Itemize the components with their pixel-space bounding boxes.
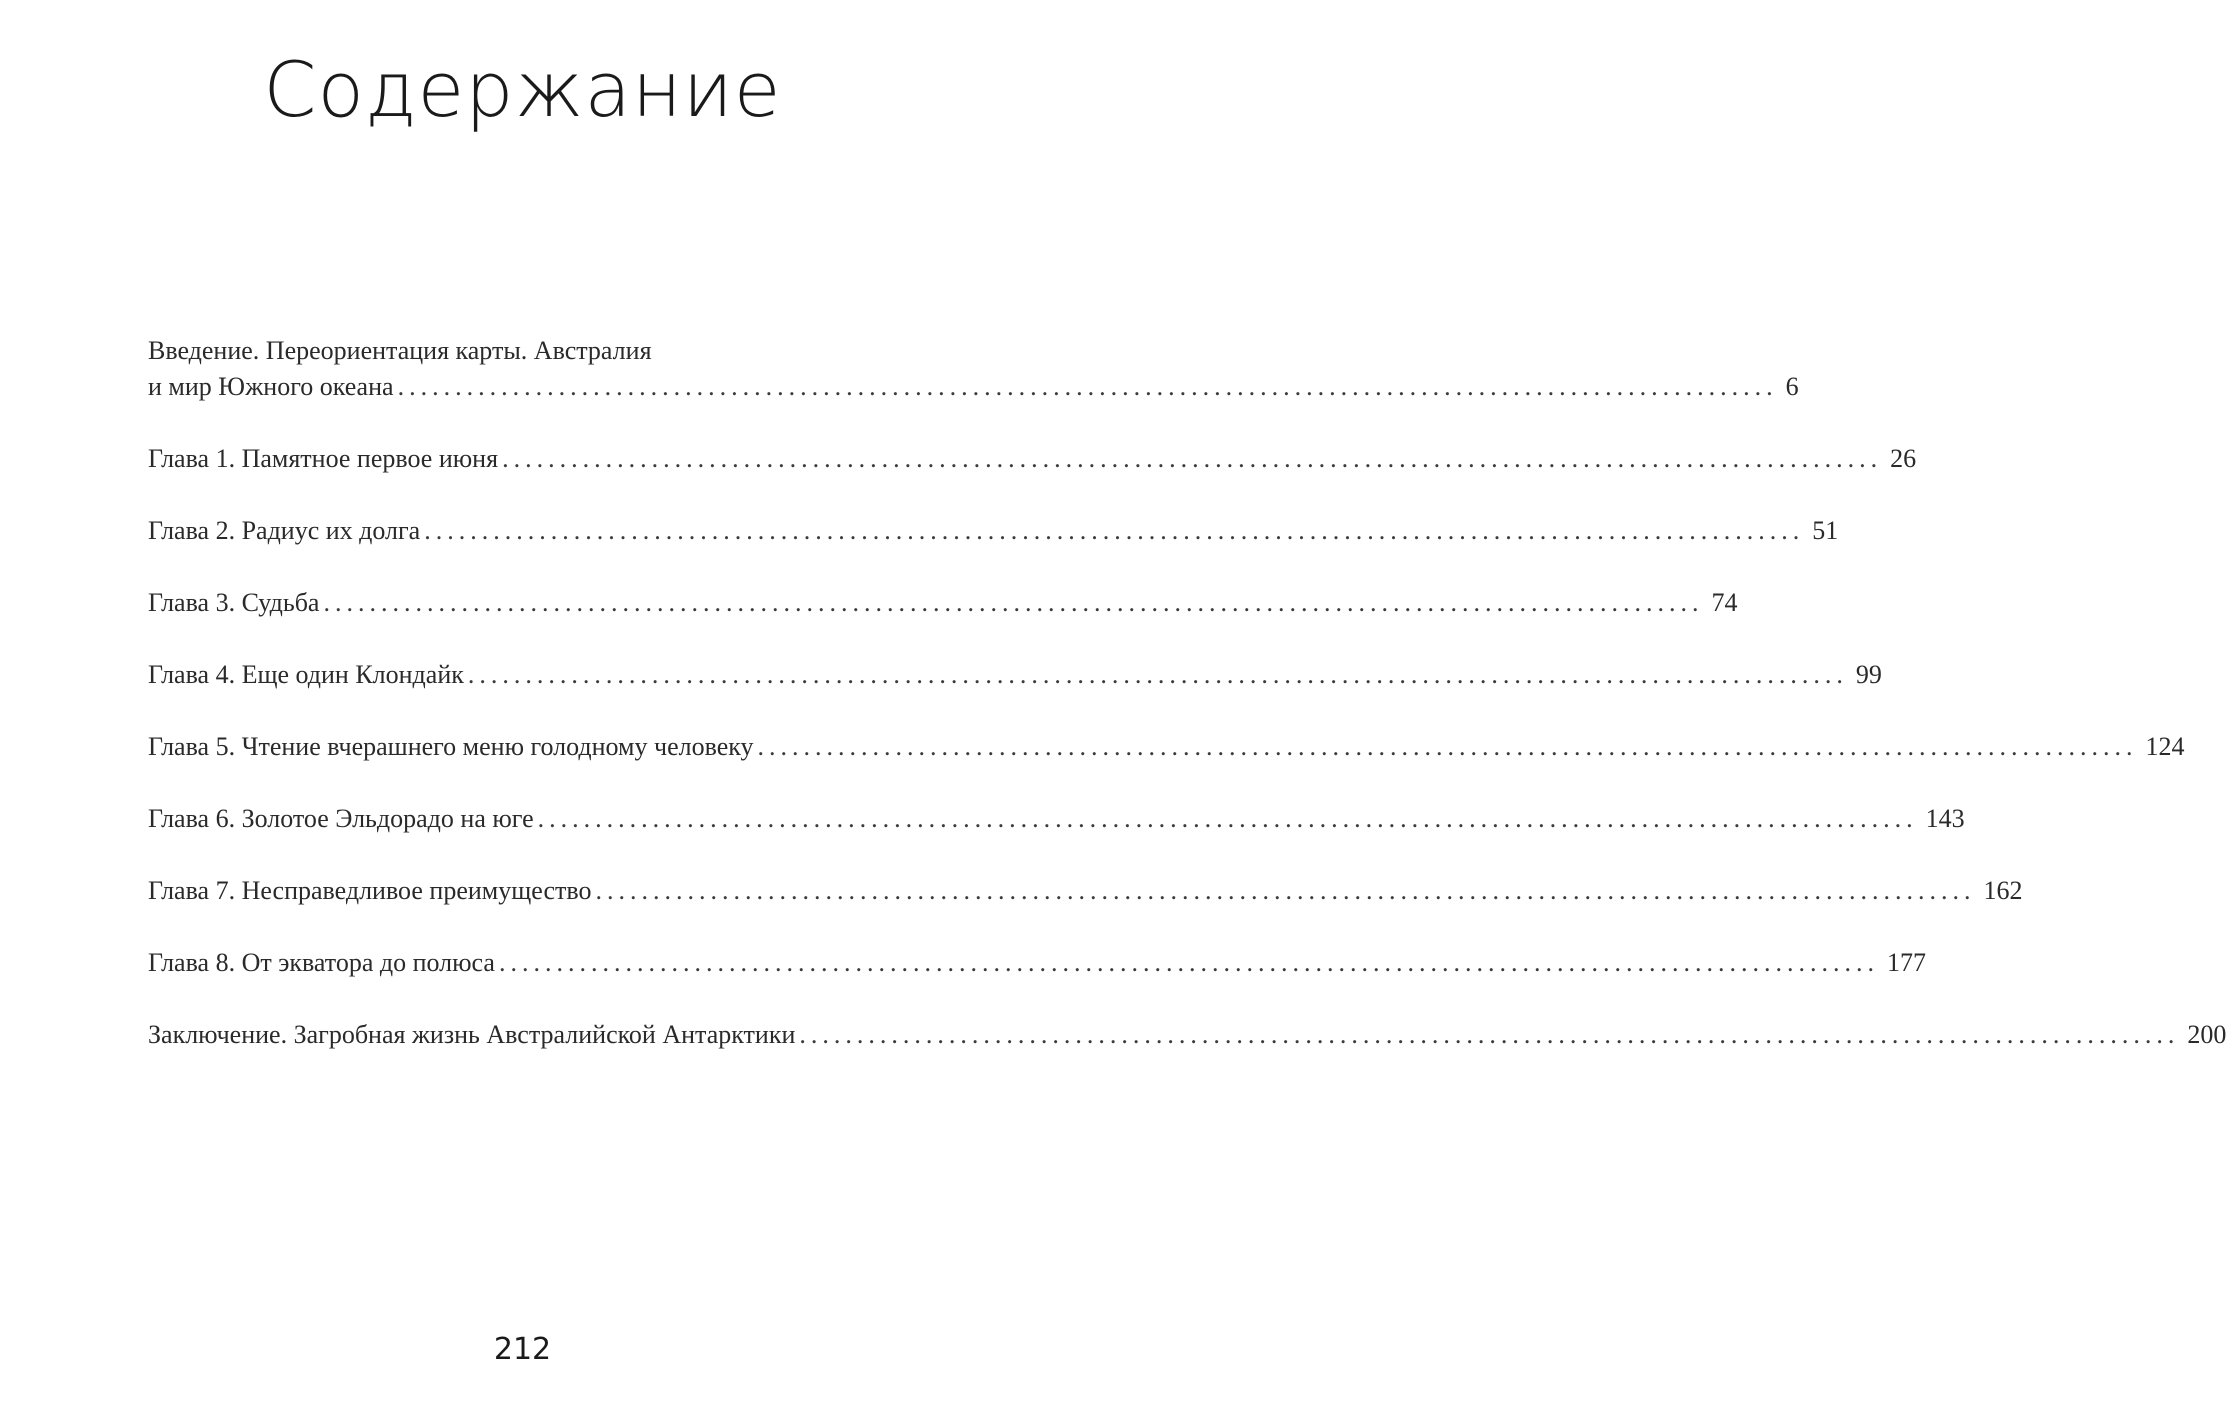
toc-entry-conclusion: [148, 1017, 2226, 1053]
toc-entry-chapter-5: [148, 729, 2185, 765]
page-number: 212: [493, 1332, 552, 1367]
page-title: Содержание: [263, 45, 782, 134]
toc-entry-chapter-4: [148, 657, 1882, 693]
table-of-contents: [148, 333, 2226, 1089]
dot-leader: ........................................................................................................................: [595, 876, 1976, 905]
toc-entry-chapter-6: [148, 801, 1965, 837]
toc-entry-title: Глава 7. Несправедливое преимущество: [148, 876, 592, 905]
toc-entry-title: Глава 4. Еще один Клондайк: [148, 660, 464, 689]
toc-entry-chapter-8: [148, 945, 1926, 981]
dot-leader: ........................................................................................................................: [757, 732, 2138, 761]
toc-entry-page: 6: [1785, 372, 1799, 401]
toc-entry-title: Глава 6. Золотое Эльдорадо на юге: [148, 804, 534, 833]
toc-entry-title: Заключение. Загробная жизнь Австралийской Антарктики: [148, 1020, 796, 1049]
toc-entry-title: Глава 2. Радиус их долга: [148, 516, 421, 545]
toc-entry-page: 143: [1925, 804, 1965, 833]
dot-leader: ........................................................................................................................: [323, 588, 1704, 617]
toc-entry-chapter-2: [148, 513, 1839, 549]
toc-entry-title: Глава 1. Памятное первое июня: [148, 444, 499, 473]
toc-entry-page: 162: [1983, 876, 2023, 905]
dot-leader: ........................................................................................................................: [424, 516, 1805, 545]
toc-entry-title-line1: Введение. Переориентация карты. Австралия: [148, 336, 652, 365]
dot-leader: ........................................................................................................................: [397, 372, 1778, 401]
toc-entry-chapter-1: [148, 441, 1917, 477]
dot-leader: ........................................................................................................................: [498, 948, 1879, 977]
toc-entry-title: Глава 5. Чтение вчерашнего меню голодному человеку: [148, 732, 754, 761]
toc-entry-page: 200: [2187, 1020, 2226, 1049]
toc-entry-title: Глава 8. От экватора до полюса: [148, 948, 495, 977]
toc-entry-title: и мир Южного океана: [148, 372, 394, 401]
toc-entry-title: Глава 3. Судьба: [148, 588, 320, 617]
toc-entry-introduction: [148, 333, 1799, 405]
toc-entry-page: 26: [1890, 444, 1917, 473]
dot-leader: ........................................................................................................................: [502, 444, 1883, 473]
dot-leader: ........................................................................................................................: [467, 660, 1848, 689]
dot-leader: ........................................................................................................................: [537, 804, 1918, 833]
dot-leader: ........................................................................................................................: [799, 1020, 2180, 1049]
toc-entry-page: 99: [1855, 660, 1882, 689]
toc-entry-page: 74: [1711, 588, 1738, 617]
toc-entry-chapter-7: [148, 873, 2023, 909]
toc-entry-page: 177: [1886, 948, 1926, 977]
toc-entry-page: 51: [1812, 516, 1839, 545]
toc-entry-page: 124: [2145, 732, 2185, 761]
toc-entry-chapter-3: [148, 585, 1738, 621]
